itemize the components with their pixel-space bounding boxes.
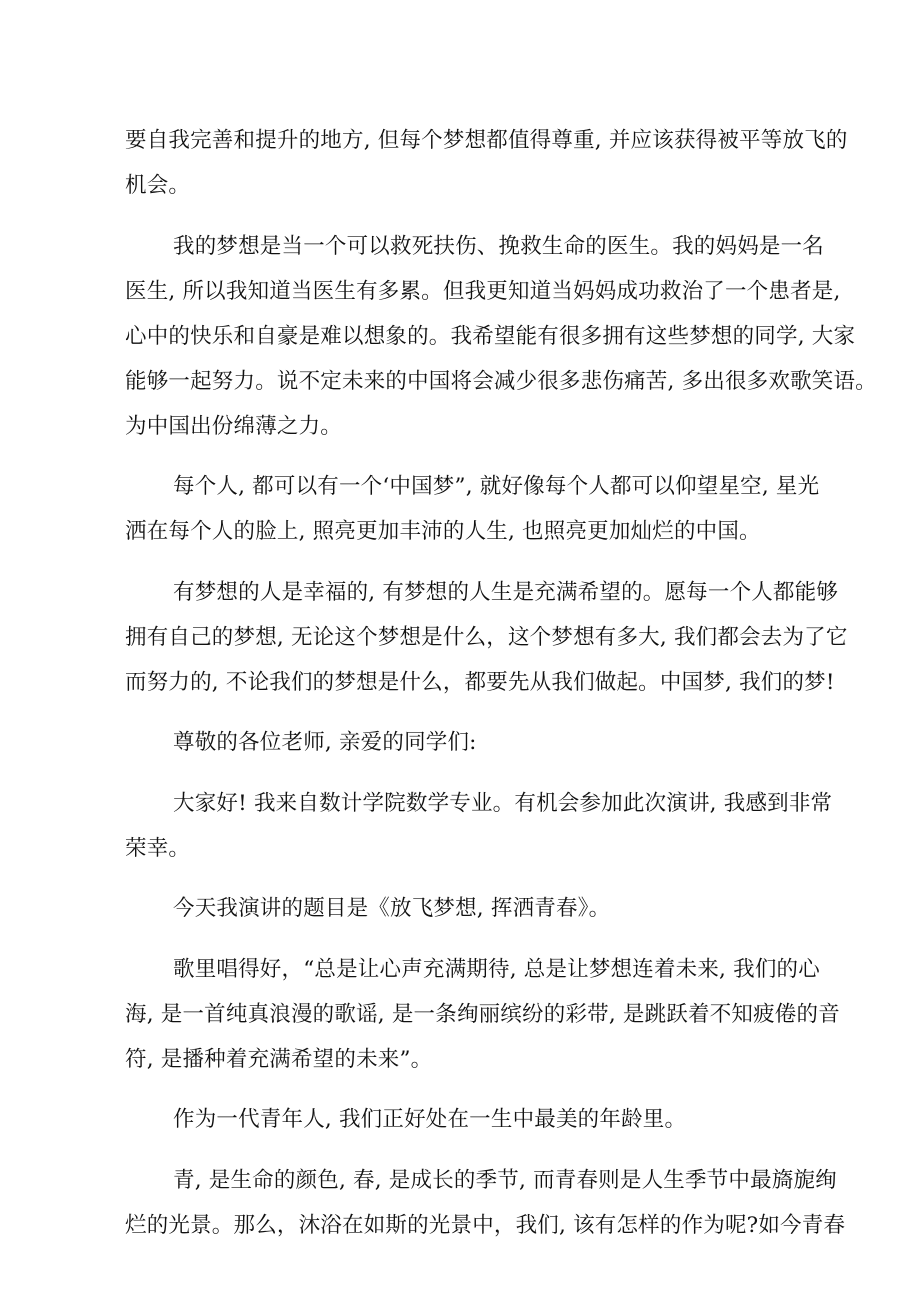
paragraph (125, 1097, 797, 1142)
paragraph (125, 1158, 846, 1248)
text-line: 歌里唱得好，“总是让心声充满期待, 总是让梦想连着未来, 我们的心 (173, 956, 820, 982)
text-line: 荣幸。 (125, 835, 191, 861)
paragraph (125, 224, 877, 449)
paragraph (125, 570, 848, 705)
text-line: 大家好! 我来自数计学院数学专业。有机会参加此次演讲, 我感到非常 (173, 790, 833, 816)
paragraph (125, 886, 797, 931)
text-line: 拥有自己的梦想, 无论这个梦想是什么，这个梦想有多大, 我们都会去为了它 (125, 624, 848, 650)
text-line: 能够一起努力。说不定未来的中国将会减少很多悲伤痛苦, 多出很多欢歌笑语。 (125, 368, 877, 394)
text-line: 尊敬的各位老师, 亲爱的同学们: (173, 730, 477, 755)
text-line: 医生, 所以我知道当医生有多累。但我更知道当妈妈成功救治了一个患者是, (125, 278, 841, 304)
paragraph (125, 720, 797, 765)
text-line: 青, 是生命的颜色, 春, 是成长的季节, 而青春则是人生季节中最旖旎绚 (173, 1167, 837, 1193)
text-line: 符, 是播种着充满希望的未来”。 (125, 1046, 433, 1072)
document-body (125, 118, 877, 1248)
paragraph (125, 947, 840, 1082)
paragraph (125, 464, 820, 554)
paragraph (125, 118, 848, 208)
text-line: 海, 是一首纯真浪漫的歌谣, 是一条绚丽缤纷的彩带, 是跳跃着不知疲倦的音 (125, 1001, 840, 1027)
text-line: 洒在每个人的脸上, 照亮更加丰沛的人生, 也照亮更加灿烂的中国。 (125, 519, 761, 544)
text-line: 有梦想的人是幸福的, 有梦想的人生是充满希望的。愿每一个人都能够 (173, 579, 839, 605)
text-line: 要自我完善和提升的地方, 但每个梦想都值得尊重, 并应该获得被平等放飞的 (125, 128, 848, 153)
text-line: 心中的快乐和自豪是难以想象的。我希望能有很多拥有这些梦想的同学, 大家 (125, 323, 856, 349)
paragraph (125, 781, 833, 871)
text-line: 烂的光景。那么，沐浴在如斯的光景中，我们, 该有怎样的作为呢?如今青春 (125, 1212, 846, 1238)
text-line: 今天我演讲的题目是《放飞梦想, 挥洒青春》。 (173, 896, 611, 921)
text-line: 每个人, 都可以有一个‘中国梦”, 就好像每个人都可以仰望星空, 星光 (173, 474, 820, 499)
text-line: 作为一代青年人, 我们正好处在一生中最美的年龄里。 (173, 1107, 687, 1132)
text-line: 机会。 (125, 173, 191, 198)
text-line: 而努力的, 不论我们的梦想是什么，都要先从我们做起。中国梦, 我们的梦! (125, 669, 835, 695)
text-line: 为中国出份绵薄之力。 (125, 413, 343, 439)
text-line: 我的梦想是当一个可以救死扶伤、挽救生命的医生。我的妈妈是一名 (173, 233, 825, 259)
